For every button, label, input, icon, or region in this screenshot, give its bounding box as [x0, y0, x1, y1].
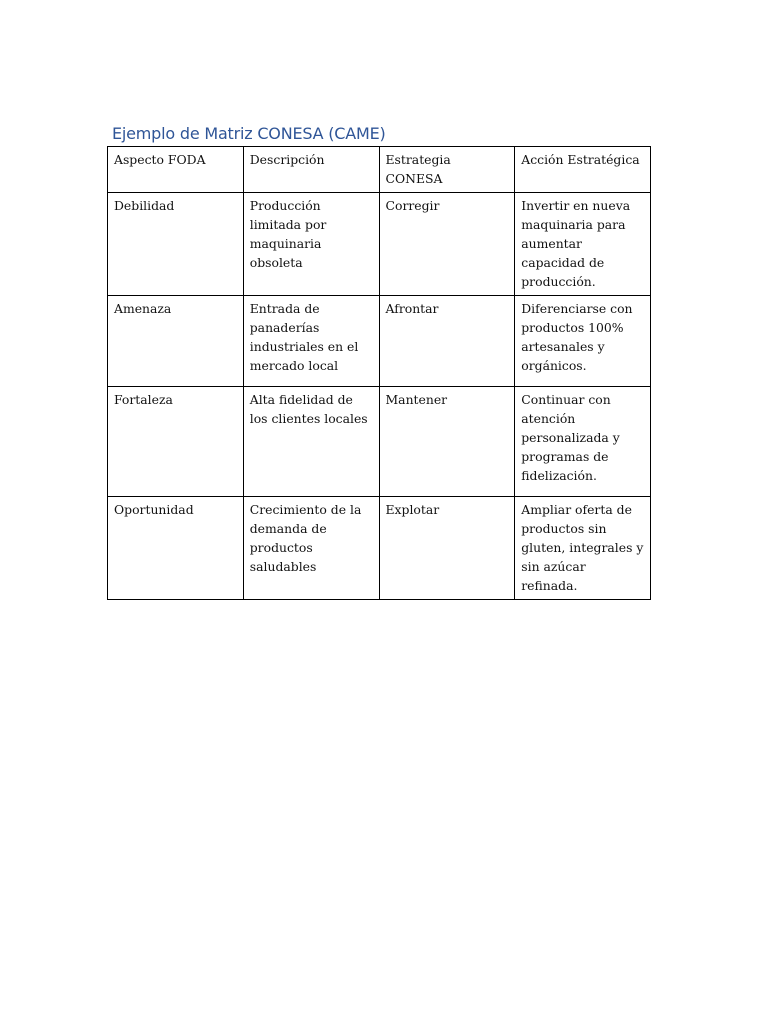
table-row	[108, 296, 651, 387]
header-aspect: Aspecto FODA	[108, 147, 244, 193]
cell-strategy: Explotar	[379, 497, 515, 600]
table-row	[108, 387, 651, 497]
cell-description: Entrada de panaderías industriales en el mercado local	[243, 296, 379, 387]
cell-aspect: Fortaleza	[108, 387, 244, 497]
cell-action: Ampliar oferta de productos sin gluten, integrales y sin azúcar refinada.	[515, 497, 651, 600]
cell-aspect: Debilidad	[108, 193, 244, 296]
cell-action: Invertir en nueva maquinaria para aumentar capacidad de producción.	[515, 193, 651, 296]
cell-strategy: Corregir	[379, 193, 515, 296]
conesa-matrix-table	[107, 146, 651, 600]
cell-description: Producción limitada por maquinaria obsoleta	[243, 193, 379, 296]
cell-aspect: Amenaza	[108, 296, 244, 387]
table-row	[108, 497, 651, 600]
table-header-row	[108, 147, 651, 193]
cell-strategy: Mantener	[379, 387, 515, 497]
table-row	[108, 193, 651, 296]
cell-strategy: Afrontar	[379, 296, 515, 387]
cell-aspect: Oportunidad	[108, 497, 244, 600]
cell-action: Continuar con atención personalizada y programas de fidelización.	[515, 387, 651, 497]
page-title: Ejemplo de Matriz CONESA (CAME)	[112, 124, 386, 143]
cell-description: Crecimiento de la demanda de productos saludables	[243, 497, 379, 600]
cell-description: Alta fidelidad de los clientes locales	[243, 387, 379, 497]
cell-action: Diferenciarse con productos 100% artesanales y orgánicos.	[515, 296, 651, 387]
header-action: Acción Estratégica	[515, 147, 651, 193]
header-description: Descripción	[243, 147, 379, 193]
header-strategy: Estrategia CONESA	[379, 147, 515, 193]
